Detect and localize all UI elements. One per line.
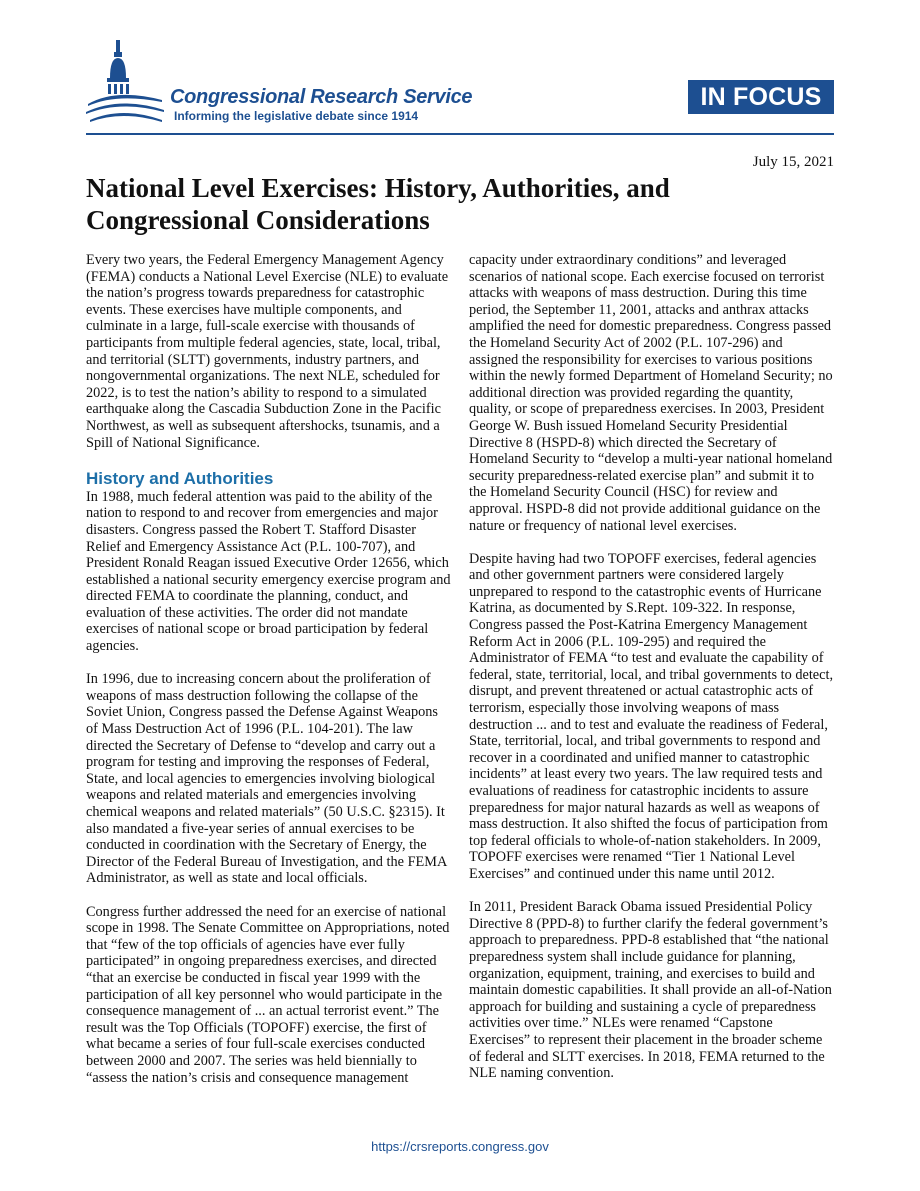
header-divider: [86, 133, 834, 135]
report-title: National Level Exercises: History, Authorities, and Congressional Considerations: [86, 173, 670, 235]
history-paragraph-katrina: Despite having had two TOPOFF exercises, federal agencies and other government partners were considered largely unprepared to respond to the catastrophic events of Hurricane Katrina, as documented by S.Rept. 109-322. In response, Congress passed the Post-Katrina Emergency Management Reform Act in 2006 (P.L. 109-295) and required the Administrator of FEMA “to test and evaluate the capability of federal, state, territorial, local, and tribal governments to detect, disrupt, and prevent threatened or actual catastrophic acts of terrorism, especially those involving weapons of mass destruction ... and to test and evaluate the readiness of Federal, State, territorial, local, and tribal governments to respond and recover in a coordinated and unified manner to catastrophic incidents” at least every two years. The law required tests and evaluations of readiness for catastrophic incidents to assure preparedness for major natural hazards as well as weapons of mass destruction. It also shifted the focus of participation from top federal officials to whole-of-nation stakeholders. In 2009, TOPOFF exercises were renamed “Tier 1 National Level Exercises” and continued under this name until 2012.: [469, 550, 834, 882]
report-header: [86, 38, 834, 138]
capitol-dome-logo-icon: [86, 38, 164, 130]
section-heading-history: History and Authorities: [86, 468, 274, 488]
left-column: [86, 252, 451, 1086]
history-paragraph-1988: In 1988, much federal attention was paid to the ability of the nation to respond to and recover from emergencies and major disasters. Congress passed the Robert T. Stafford Disaster Relief and Emergency Assistance Act (P.L. 100-707), and President Ronald Reagan issued Executive Order 12656, which established a national security emergency exercise program and directed FEMA to coordinate the planning, conduct, and evaluation of these activities. The order did not mandate exercises of national scope or broad participation by federal agencies.: [86, 488, 451, 655]
in-focus-badge: IN FOCUS: [688, 80, 834, 114]
footer-url-link[interactable]: https://crsreports.congress.gov: [371, 1139, 549, 1154]
history-paragraph-1998-continued: capacity under extraordinary conditions” and leveraged scenarios of national scope. Each exercise focused on terrorist attacks with weapons of mass destruction. During this time period, the September 11, 2001, attacks and anthrax attacks amplified the need for domestic preparedness. Congress passed the Homeland Security Act of 2002 (P.L. 107-296) and assigned the responsibility for exercises to various positions within the newly formed Department of Homeland Security; no additional direction was provided regarding the quantity, quality, or scope of preparedness exercises. In 2003, President George W. Bush issued Homeland Security Presidential Directive 8 (HSPD-8) which directed the Secretary of Homeland Security to “develop a multi-year national homeland security preparedness-related exercise plan” and submit it to the Homeland Security Council (HSC) for review and approval. HSPD-8 did not provide additional guidance on the nature or frequency of national level exercises.: [469, 252, 833, 534]
history-paragraph-ppd8: In 2011, President Barack Obama issued Presidential Policy Directive 8 (PPD-8) to further clarify the federal government’s approach to preparedness. PPD-8 established that “the national preparedness system shall include guidance for planning, organization, equipment, training, and exercises to build and maintain domestic capabilities. It shall provide an all-of-Nation approach for building and sustaining a cycle of preparedness activities over time.” NLEs were renamed “Capstone Exercises” to represent their placement in the broader scheme of federal and SLTT exercises. In 2018, FEMA returned to the NLE naming convention.: [469, 899, 832, 1082]
publication-date: July 15, 2021: [752, 154, 834, 170]
org-name: Congressional Research Service: [170, 86, 473, 108]
intro-paragraph: Every two years, the Federal Emergency Management Agency (FEMA) conducts a National Level Exercise (NLE) to evaluate the nation’s progress towards preparedness for catastrophic events. These exercises have multiple components, and culminate in a large, full-scale exercise with thousands of participants from multiple federal agencies, state, local, tribal, and territorial (SLTT) governments, industry partners, and nongovernmental organizations. The next NLE, scheduled for 2022, is to test the nation’s ability to respond to a simulated earthquake along the Cascadia Subduction Zone in the Pacific Northwest, as well as subsequent aftershocks, tsunamis, and a Spill of National Significance.: [86, 252, 449, 451]
right-column: [469, 252, 834, 1082]
history-paragraph-1996: In 1996, due to increasing concern about the proliferation of weapons of mass destruction following the collapse of the Soviet Union, Congress passed the Defense Against Weapons of Mass Destruction Act of 1996 (P.L. 104-201). The law directed the Secretary of Defense to “develop and carry out a program for testing and improving the responses of Federal, State, and local agencies to emergencies involving biological weapons and related materials and emergencies involving chemical weapons and related materials” (50 U.S.C. §2315). It also mandated a five-year series of annual exercises to be conducted in coordination with the Secretary of Energy, the Director of the Federal Bureau of Investigation, and the FEMA Administrator, as well as state and local officials.: [86, 671, 447, 887]
org-tagline: Informing the legislative debate since 1914: [174, 109, 419, 123]
history-paragraph-1998: Congress further addressed the need for an exercise of national scope in 1998. The Senate Committee on Appropriations, noted that “few of the top officials of agencies have ever fully participated” in ongoing preparedness exercises, and directed “that an exercise be conducted in fiscal year 1999 with the participation of all key personnel who would participate in the consequence management of ... an actual terrorist event.” The result was the Top Officials (TOPOFF) exercise, the first of what became a series of four full-scale exercises conducted between 2000 and 2007. The series was held biennially to “assess the nation’s crisis and consequence management: [86, 903, 450, 1086]
